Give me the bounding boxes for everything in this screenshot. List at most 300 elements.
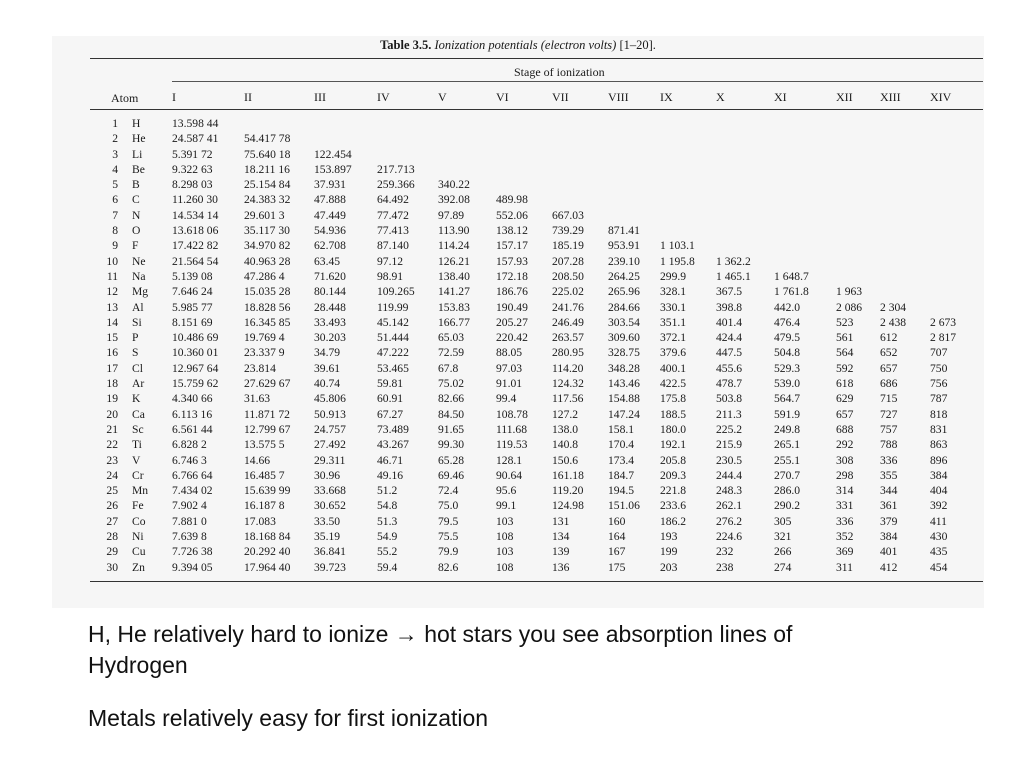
ionization-value: 7.881 0 — [172, 514, 207, 528]
ionization-value: 411 — [930, 514, 947, 528]
ionization-value — [930, 147, 966, 162]
ionization-value: 276.2 — [716, 514, 743, 528]
ionization-value: 62.708 — [314, 239, 346, 253]
ionization-value: 33.668 — [314, 484, 346, 498]
ionization-value: 113.90 — [438, 224, 470, 238]
ionization-value: 205.8 — [660, 453, 687, 467]
ionization-value: 401.4 — [716, 315, 743, 329]
ionization-value: 788 — [880, 438, 898, 452]
stage-header-iv: IV — [377, 90, 390, 104]
ionization-value: 72.4 — [438, 484, 459, 498]
ionization-value: 18.828 56 — [244, 300, 291, 314]
ionization-value — [716, 147, 774, 162]
ionization-value: 489.98 — [496, 193, 528, 207]
ionization-value: 1 648.7 — [774, 269, 809, 283]
header-rule — [90, 109, 983, 110]
ionization-value: 2 817 — [930, 331, 957, 345]
ionization-value — [552, 177, 608, 192]
stage-header: Stage of ionization — [514, 65, 605, 79]
ionization-value: 233.6 — [660, 499, 687, 513]
atomic-number: 13 — [106, 300, 118, 314]
ionization-value: 108.78 — [496, 407, 528, 421]
ionization-value: 652 — [880, 346, 898, 360]
ionization-value — [774, 208, 836, 223]
ionization-value: 36.841 — [314, 545, 346, 559]
ionization-value: 249.8 — [774, 422, 801, 436]
ionization-value: 896 — [930, 453, 948, 467]
ionization-value: 561 — [836, 331, 854, 345]
ionization-value: 552.06 — [496, 208, 528, 222]
ionization-value: 398.8 — [716, 300, 743, 314]
ionization-value: 727 — [880, 407, 898, 421]
ionization-value: 53.465 — [377, 361, 409, 375]
ionization-value: 321 — [774, 530, 792, 544]
ionization-value: 188.5 — [660, 407, 687, 421]
ionization-value: 232 — [716, 545, 734, 559]
ionization-value: 384 — [930, 468, 948, 482]
element-symbol: N — [132, 208, 141, 222]
ionization-value: 19.769 4 — [244, 331, 285, 345]
table-row — [104, 315, 966, 330]
ionization-value: 331 — [836, 499, 854, 513]
ionization-value — [496, 116, 552, 131]
ionization-value — [552, 131, 608, 146]
ionization-value: 739.29 — [552, 224, 584, 238]
ionization-value: 7.646 24 — [172, 285, 213, 299]
atom-header: Atom — [111, 91, 139, 105]
caption-reference: [1–20]. — [619, 38, 656, 52]
ionization-value: 60.91 — [377, 392, 404, 406]
ionization-value: 147.24 — [608, 407, 640, 421]
ionization-value — [716, 131, 774, 146]
ionization-value: 16.345 85 — [244, 315, 291, 329]
ionization-value — [930, 238, 966, 253]
ionization-value — [930, 192, 966, 207]
element-symbol: Cu — [132, 545, 146, 559]
ionization-value: 24.757 — [314, 422, 346, 436]
ionization-value: 24.587 41 — [172, 132, 219, 146]
ionization-value: 91.01 — [496, 377, 523, 391]
table-row — [104, 131, 966, 146]
stage-header-vii: VII — [552, 90, 569, 104]
table-row — [104, 560, 966, 575]
ionization-value: 75.640 18 — [244, 147, 291, 161]
ionization-value: 2 673 — [930, 315, 957, 329]
table-row — [104, 162, 966, 177]
ionization-value: 51.3 — [377, 514, 398, 528]
atomic-number: 15 — [106, 331, 118, 345]
ionization-value — [774, 147, 836, 162]
ionization-value: 818 — [930, 407, 948, 421]
ionization-value: 479.5 — [774, 331, 801, 345]
ionization-value: 17.083 — [244, 514, 276, 528]
ionization-value: 157.17 — [496, 239, 528, 253]
ionization-value — [660, 177, 716, 192]
ionization-value: 715 — [880, 392, 898, 406]
ionization-value: 217.713 — [377, 162, 415, 176]
ionization-value: 173.4 — [608, 453, 635, 467]
ionization-value: 5.139 08 — [172, 269, 213, 283]
ionization-value: 175 — [608, 560, 626, 574]
ionization-value: 1 362.2 — [716, 254, 751, 268]
ionization-value — [377, 131, 438, 146]
ionization-value — [930, 254, 966, 269]
ionization-value: 119.99 — [377, 300, 409, 314]
atomic-number: 24 — [106, 468, 118, 482]
ionization-value: 108 — [496, 560, 514, 574]
ionization-value: 103 — [496, 545, 514, 559]
ionization-value: 47.286 4 — [244, 269, 285, 283]
ionization-value: 51.444 — [377, 331, 409, 345]
ionization-value: 205.27 — [496, 315, 528, 329]
ionization-value: 400.1 — [660, 361, 687, 375]
ionization-value: 141.27 — [438, 285, 470, 299]
ionization-value: 422.5 — [660, 377, 687, 391]
ionization-value: 138.12 — [496, 224, 528, 238]
ionization-value: 225.2 — [716, 422, 743, 436]
caption-title: Ionization potentials (electron volts) — [434, 38, 617, 52]
ionization-value: 504.8 — [774, 346, 801, 360]
ionization-value — [880, 284, 930, 299]
ionization-value: 6.828 2 — [172, 438, 207, 452]
ionization-value: 49.16 — [377, 468, 404, 482]
ionization-value: 207.28 — [552, 254, 584, 268]
ionization-value — [880, 131, 930, 146]
ionization-value: 11.260 30 — [172, 193, 218, 207]
ionization-value — [716, 238, 774, 253]
ionization-value — [660, 208, 716, 223]
ionization-value: 154.88 — [608, 392, 640, 406]
ionization-value: 122.454 — [314, 147, 352, 161]
ionization-value: 270.7 — [774, 468, 801, 482]
ionization-value — [836, 223, 880, 238]
ionization-value: 108 — [496, 530, 514, 544]
ionization-value: 435 — [930, 545, 948, 559]
ionization-value — [880, 116, 930, 131]
ionization-value: 290.2 — [774, 499, 801, 513]
ionization-value: 75.5 — [438, 530, 459, 544]
atomic-number: 20 — [106, 407, 118, 421]
ionization-value: 5.985 77 — [172, 300, 213, 314]
ionization-value: 246.49 — [552, 315, 584, 329]
ionization-value: 2 086 — [836, 300, 863, 314]
ionization-value: 361 — [880, 499, 898, 513]
atomic-number: 29 — [106, 545, 118, 559]
ionization-value — [836, 147, 880, 162]
ionization-value: 1 761.8 — [774, 285, 809, 299]
ionization-value: 88.05 — [496, 346, 523, 360]
ionization-value — [716, 162, 774, 177]
ionization-value — [608, 208, 660, 223]
ionization-value: 259.366 — [377, 178, 415, 192]
table-row — [104, 422, 966, 437]
table-row — [104, 468, 966, 483]
ionization-value: 138.0 — [552, 422, 579, 436]
ionization-value — [930, 116, 966, 131]
stage-header-xi: XI — [774, 90, 787, 104]
ionization-value: 21.564 54 — [172, 254, 219, 268]
ionization-value: 454 — [930, 560, 948, 574]
element-symbol: Mn — [132, 484, 149, 498]
element-symbol: Zn — [132, 560, 145, 574]
ionization-value: 12.967 64 — [172, 361, 219, 375]
bottom-rule — [90, 581, 983, 582]
ionization-value: 95.6 — [496, 484, 517, 498]
ionization-value: 592 — [836, 361, 854, 375]
table-row — [104, 437, 966, 452]
ionization-value: 67.8 — [438, 361, 459, 375]
ionization-value: 392 — [930, 499, 948, 513]
ionization-value: 591.9 — [774, 407, 801, 421]
ionization-value: 336 — [836, 514, 854, 528]
ionization-value — [930, 177, 966, 192]
ionization-value: 17.964 40 — [244, 560, 291, 574]
ionization-value: 476.4 — [774, 315, 801, 329]
ionization-value: 1 103.1 — [660, 239, 695, 253]
ionization-value: 12.799 67 — [244, 422, 291, 436]
ionization-value: 13.618 06 — [172, 224, 219, 238]
ionization-value — [552, 192, 608, 207]
table-row — [104, 208, 966, 223]
ionization-value: 75.02 — [438, 377, 465, 391]
ionization-value: 13.598 44 — [172, 117, 219, 130]
ionization-value: 503.8 — [716, 392, 743, 406]
ionization-value: 72.59 — [438, 346, 465, 360]
ionization-value: 10.360 01 — [172, 346, 219, 360]
ionization-value: 186.76 — [496, 285, 528, 299]
ionization-value — [377, 116, 438, 131]
ionization-value: 2 438 — [880, 315, 907, 329]
ionization-value: 221.8 — [660, 484, 687, 498]
table-row — [104, 254, 966, 269]
note-hydrogen: H, He relatively hard to ionize → hot stars you see absorption lines of Hydrogen — [88, 621, 793, 678]
ionization-value — [880, 192, 930, 207]
atomic-number: 16 — [106, 346, 118, 360]
ionization-value — [608, 147, 660, 162]
ionization-value: 97.12 — [377, 254, 404, 268]
ionization-value — [836, 162, 880, 177]
ionization-value: 28.448 — [314, 300, 346, 314]
atomic-number: 18 — [106, 377, 118, 391]
ionization-value — [438, 116, 496, 131]
ionization-value — [552, 147, 608, 162]
ionization-value: 455.6 — [716, 361, 743, 375]
ionization-value: 77.472 — [377, 208, 409, 222]
ionization-value: 79.5 — [438, 514, 459, 528]
ionization-value — [930, 300, 966, 315]
ionization-value: 298 — [836, 468, 854, 482]
ionization-value: 143.46 — [608, 377, 640, 391]
atomic-number: 9 — [112, 239, 118, 253]
table-row — [104, 269, 966, 284]
atomic-number: 1 — [112, 117, 118, 130]
element-symbol: Co — [132, 514, 146, 528]
ionization-value: 131 — [552, 514, 570, 528]
table-row — [104, 116, 966, 131]
table-row — [104, 376, 966, 391]
ionization-value: 564 — [836, 346, 854, 360]
ionization-value: 16.187 8 — [244, 499, 285, 513]
ionization-value: 180.0 — [660, 422, 687, 436]
ionization-value: 54.8 — [377, 499, 398, 513]
ionization-value: 8.298 03 — [172, 178, 213, 192]
ionization-value — [930, 269, 966, 284]
table-row — [104, 498, 966, 513]
ionization-value: 46.71 — [377, 453, 404, 467]
element-symbol: Fe — [132, 499, 144, 513]
element-symbol: O — [132, 224, 141, 238]
ionization-value: 265.96 — [608, 285, 640, 299]
ionization-value — [377, 147, 438, 162]
element-symbol: Ti — [132, 438, 142, 452]
table-row — [104, 147, 966, 162]
ionization-value: 265.1 — [774, 438, 801, 452]
ionization-value — [608, 131, 660, 146]
ionization-value: 284.66 — [608, 300, 640, 314]
ionization-value: 953.91 — [608, 239, 640, 253]
ionization-value: 91.65 — [438, 422, 465, 436]
ionization-value: 114.24 — [438, 239, 470, 253]
ionization-value: 29.311 — [314, 453, 346, 467]
element-symbol: Sc — [132, 422, 144, 436]
ionization-value: 69.46 — [438, 468, 465, 482]
stage-header-xii: XII — [836, 90, 853, 104]
ionization-value: 157.93 — [496, 254, 528, 268]
ionization-value: 103 — [496, 514, 514, 528]
ionization-value: 478.7 — [716, 377, 743, 391]
ionization-value: 447.5 — [716, 346, 743, 360]
atomic-number: 28 — [106, 530, 118, 544]
ionization-value: 99.30 — [438, 438, 465, 452]
element-symbol: Al — [132, 300, 144, 314]
ionization-value: 264.25 — [608, 269, 640, 283]
ionization-value — [880, 223, 930, 238]
ionization-value: 20.292 40 — [244, 545, 291, 559]
ionization-value: 109.265 — [377, 285, 415, 299]
ionization-value: 35.19 — [314, 530, 341, 544]
ionization-value — [836, 208, 880, 223]
ionization-value: 230.5 — [716, 453, 743, 467]
ionization-value: 612 — [880, 331, 898, 345]
ionization-value: 97.89 — [438, 208, 465, 222]
atomic-number: 25 — [106, 484, 118, 498]
ionization-value: 274 — [774, 560, 792, 574]
atomic-number: 30 — [106, 560, 118, 574]
table-row — [104, 223, 966, 238]
ionization-value: 15.035 28 — [244, 285, 291, 299]
ionization-value: 208.50 — [552, 269, 584, 283]
ionization-value — [552, 162, 608, 177]
ionization-value — [836, 192, 880, 207]
ionization-value: 305 — [774, 514, 792, 528]
ionization-value — [716, 223, 774, 238]
ionization-value: 45.142 — [377, 315, 409, 329]
element-symbol: Ne — [132, 254, 146, 268]
ionization-value: 667.03 — [552, 208, 584, 222]
ionization-value: 6.561 44 — [172, 422, 213, 436]
ionization-value — [880, 162, 930, 177]
ionization-value: 629 — [836, 392, 854, 406]
ionization-value: 787 — [930, 392, 948, 406]
ionization-value — [438, 147, 496, 162]
ionization-value: 7.639 8 — [172, 530, 207, 544]
ionization-value: 351.1 — [660, 315, 687, 329]
ionization-value: 161.18 — [552, 468, 584, 482]
ionization-value — [438, 131, 496, 146]
ionization-value: 442.0 — [774, 300, 801, 314]
element-symbol: Ni — [132, 530, 144, 544]
ionization-value: 75.0 — [438, 499, 459, 513]
ionization-value: 328.1 — [660, 285, 687, 299]
ionization-value: 424.4 — [716, 331, 743, 345]
ionization-value: 757 — [880, 422, 898, 436]
ionization-value: 90.64 — [496, 468, 523, 482]
ionization-value: 30.652 — [314, 499, 346, 513]
ionization-value: 9.394 05 — [172, 560, 213, 574]
ionization-value: 87.140 — [377, 239, 409, 253]
ionization-value: 6.746 3 — [172, 453, 207, 467]
ionization-value: 539.0 — [774, 377, 801, 391]
element-symbol: Li — [132, 147, 143, 161]
ionization-value: 330.1 — [660, 300, 687, 314]
ionization-value: 286.0 — [774, 484, 801, 498]
ionization-value: 153.897 — [314, 162, 352, 176]
ionization-value: 23.337 9 — [244, 346, 285, 360]
ionization-value: 34.79 — [314, 346, 341, 360]
ionization-value — [608, 192, 660, 207]
ionization-value: 175.8 — [660, 392, 687, 406]
ionization-value: 97.03 — [496, 361, 523, 375]
element-symbol: V — [132, 453, 141, 467]
ionization-value: 529.3 — [774, 361, 801, 375]
ionization-value: 59.81 — [377, 377, 404, 391]
ionization-value: 158.1 — [608, 422, 635, 436]
ionization-value: 871.41 — [608, 224, 640, 238]
ionization-value: 255.1 — [774, 453, 801, 467]
ionization-value: 328.75 — [608, 346, 640, 360]
ionization-value: 67.27 — [377, 407, 404, 421]
ionization-value: 7.434 02 — [172, 484, 213, 498]
table-row — [104, 529, 966, 544]
ionization-value: 99.1 — [496, 499, 517, 513]
ionization-value: 299.9 — [660, 269, 687, 283]
ionization-value — [496, 147, 552, 162]
stage-header-xiii: XIII — [880, 90, 901, 104]
ionization-value: 126.21 — [438, 254, 470, 268]
ionization-value: 54.417 78 — [244, 132, 291, 146]
ionization-value — [716, 177, 774, 192]
ionization-value: 18.211 16 — [244, 162, 290, 176]
ionization-value — [880, 238, 930, 253]
ionization-value: 308 — [836, 453, 854, 467]
ionization-value — [314, 116, 377, 131]
ionization-value: 65.28 — [438, 453, 465, 467]
ionization-value: 750 — [930, 361, 948, 375]
ionization-value — [716, 192, 774, 207]
ionization-value: 372.1 — [660, 331, 687, 345]
ionization-value — [774, 131, 836, 146]
ionization-value: 63.45 — [314, 254, 341, 268]
ionization-value — [930, 284, 966, 299]
atomic-number: 8 — [112, 224, 118, 238]
ionization-value: 404 — [930, 484, 948, 498]
atomic-number: 12 — [106, 285, 118, 299]
ionization-value: 153.83 — [438, 300, 470, 314]
atomic-number: 21 — [106, 422, 118, 436]
ionization-value: 34.970 82 — [244, 239, 291, 253]
atomic-number: 23 — [106, 453, 118, 467]
ionization-value: 194.5 — [608, 484, 635, 498]
